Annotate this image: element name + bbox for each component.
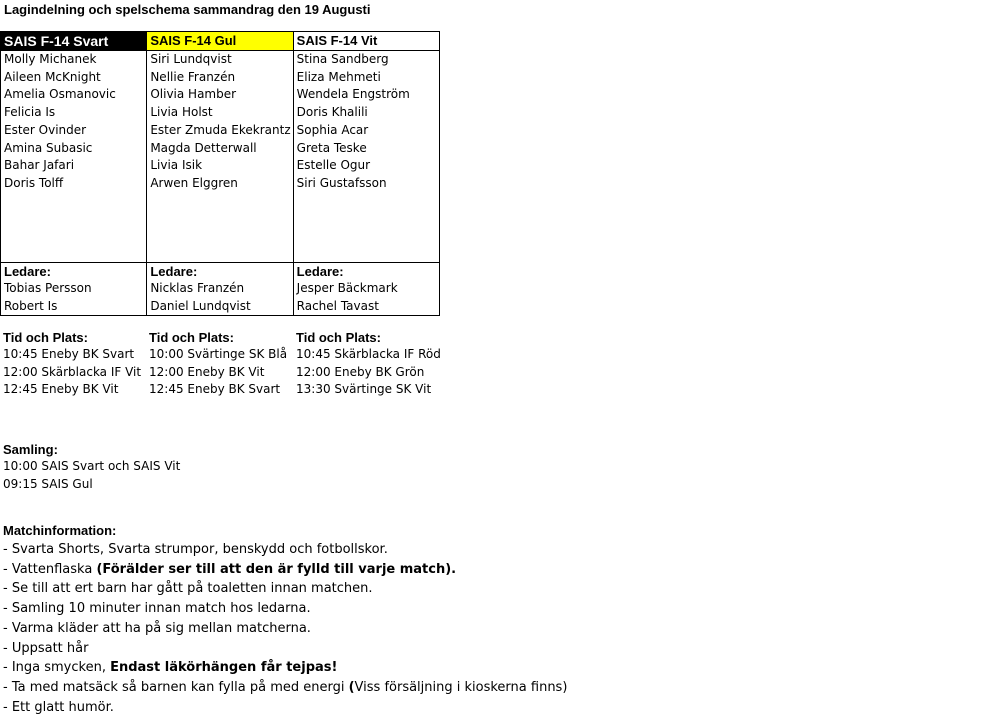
schedule-label: Tid och Plats: <box>296 330 381 345</box>
schedule-item: 12:45 Eneby BK Svart <box>149 382 281 397</box>
player-name: Aileen McKnight <box>4 69 101 84</box>
player-name: Amelia Osmanovic <box>4 87 116 102</box>
schedule-vit <box>296 329 441 399</box>
schedule-item: 10:45 Eneby BK Svart <box>3 347 135 361</box>
players-row <box>1 51 440 263</box>
player-name: Greta Teske <box>296 140 367 155</box>
player-name: Felicia Is <box>4 105 56 120</box>
schedule-label: Tid och Plats: <box>149 330 234 345</box>
team-roster-table <box>0 31 440 316</box>
matchinfo-line: - Svarta Shorts, Svarta strumpor, benskydd och fotbollskor. <box>3 542 388 557</box>
matchinfo-line <box>3 678 567 698</box>
leader-name: Nicklas Franzén <box>150 281 245 295</box>
player-name: Eliza Mehmeti <box>296 69 381 84</box>
matchinfo-label: Matchinformation: <box>3 523 117 538</box>
matchinfo-section <box>3 522 567 717</box>
matchinfo-line: - Ett glatt humör. <box>3 699 114 715</box>
player-name: Magda Detterwall <box>150 140 257 155</box>
matchinfo-text: - Ta med matsäck så barnen kan fylla på med energi <box>3 679 349 695</box>
player-name: Doris Tolff <box>4 175 64 190</box>
samling-line: 10:00 SAIS Svart och SAIS Vit <box>3 459 181 473</box>
matchinfo-text: - Vattenflaska <box>3 561 97 577</box>
schedule-item: 12:45 Eneby BK Vit <box>3 382 119 397</box>
player-name: Wendela Engström <box>296 87 410 102</box>
matchinfo-line <box>3 560 567 580</box>
leader-name: Robert Is <box>4 298 58 313</box>
schedule-item: 10:00 Svärtinge SK Blå <box>149 347 288 361</box>
matchinfo-emphasis: Endast läkörhängen får tejpas! <box>110 660 338 676</box>
leader-name: Rachel Tavast <box>296 298 379 313</box>
leaders-gul <box>147 263 293 316</box>
players-vit <box>293 51 439 263</box>
players-gul <box>147 51 293 263</box>
player-name: Ester Zmuda Ekekrantz <box>150 122 291 137</box>
matchinfo-text: - Inga smycken, <box>3 660 111 676</box>
leader-name: Daniel Lundqvist <box>150 298 251 313</box>
schedule-svart <box>3 329 141 399</box>
matchinfo-text: Viss försäljning i kioskerna finns) <box>354 679 568 695</box>
leaders-vit <box>293 263 439 316</box>
matchinfo-line: - Varma kläder att ha på sig mellan matcherna. <box>3 620 311 636</box>
schedule-item: 12:00 Eneby BK Vit <box>149 364 265 379</box>
team-header-row <box>1 32 440 51</box>
player-name: Sophia Acar <box>296 122 369 137</box>
player-name: Stina Sandberg <box>296 52 389 66</box>
matchinfo-line <box>3 658 567 678</box>
schedule-gul <box>149 329 287 399</box>
leaders-svart <box>1 263 147 316</box>
player-name: Amina Subasic <box>4 140 93 155</box>
player-name: Siri Gustafsson <box>296 175 387 190</box>
matchinfo-line: - Uppsatt hår <box>3 640 89 656</box>
matchinfo-emphasis: ( <box>348 679 355 695</box>
matchinfo-line: - Se till att ert barn har gått på toaletten innan matchen. <box>3 581 373 597</box>
schedule-item: 12:00 Skärblacka IF Vit <box>3 364 142 379</box>
schedule-label: Tid och Plats: <box>3 330 88 345</box>
leaders-label: Ledare: <box>150 264 198 279</box>
player-name: Livia Isik <box>150 158 203 173</box>
player-name: Olivia Hamber <box>150 87 237 102</box>
leader-name: Tobias Persson <box>4 281 92 295</box>
player-name: Bahar Jafari <box>4 158 75 173</box>
leader-name: Jesper Bäckmark <box>296 281 398 295</box>
player-name: Estelle Ogur <box>296 158 371 173</box>
schedule-item: 13:30 Svärtinge SK Vit <box>296 382 432 397</box>
page-title: Lagindelning och spelschema sammandrag den 19 Augusti <box>4 2 371 17</box>
player-name: Ester Ovinder <box>4 122 87 137</box>
schedule-item: 12:00 Eneby BK Grön <box>296 364 425 379</box>
leaders-label: Ledare: <box>4 264 51 279</box>
player-name: Doris Khalili <box>296 105 368 120</box>
team-header-vit: SAIS F-14 Vit <box>293 32 439 51</box>
schedule-item: 10:45 Skärblacka IF Röd <box>296 347 441 361</box>
player-name: Arwen Elggren <box>150 175 238 190</box>
leaders-row <box>1 263 440 316</box>
player-name: Livia Holst <box>150 105 213 120</box>
samling-section <box>3 441 180 493</box>
player-name: Nellie Franzén <box>150 69 236 84</box>
player-name: Molly Michanek <box>4 52 97 66</box>
players-svart <box>1 51 147 263</box>
matchinfo-emphasis: (Förälder ser till att den är fylld till varje match). <box>96 561 457 577</box>
player-name: Siri Lundqvist <box>150 52 232 66</box>
samling-label: Samling: <box>3 442 58 457</box>
samling-line: 09:15 SAIS Gul <box>3 476 93 491</box>
matchinfo-line: - Samling 10 minuter innan match hos ledarna. <box>3 601 311 617</box>
team-header-svart: SAIS F-14 Svart <box>1 32 147 51</box>
team-header-gul: SAIS F-14 Gul <box>147 32 293 51</box>
leaders-label: Ledare: <box>296 264 344 279</box>
